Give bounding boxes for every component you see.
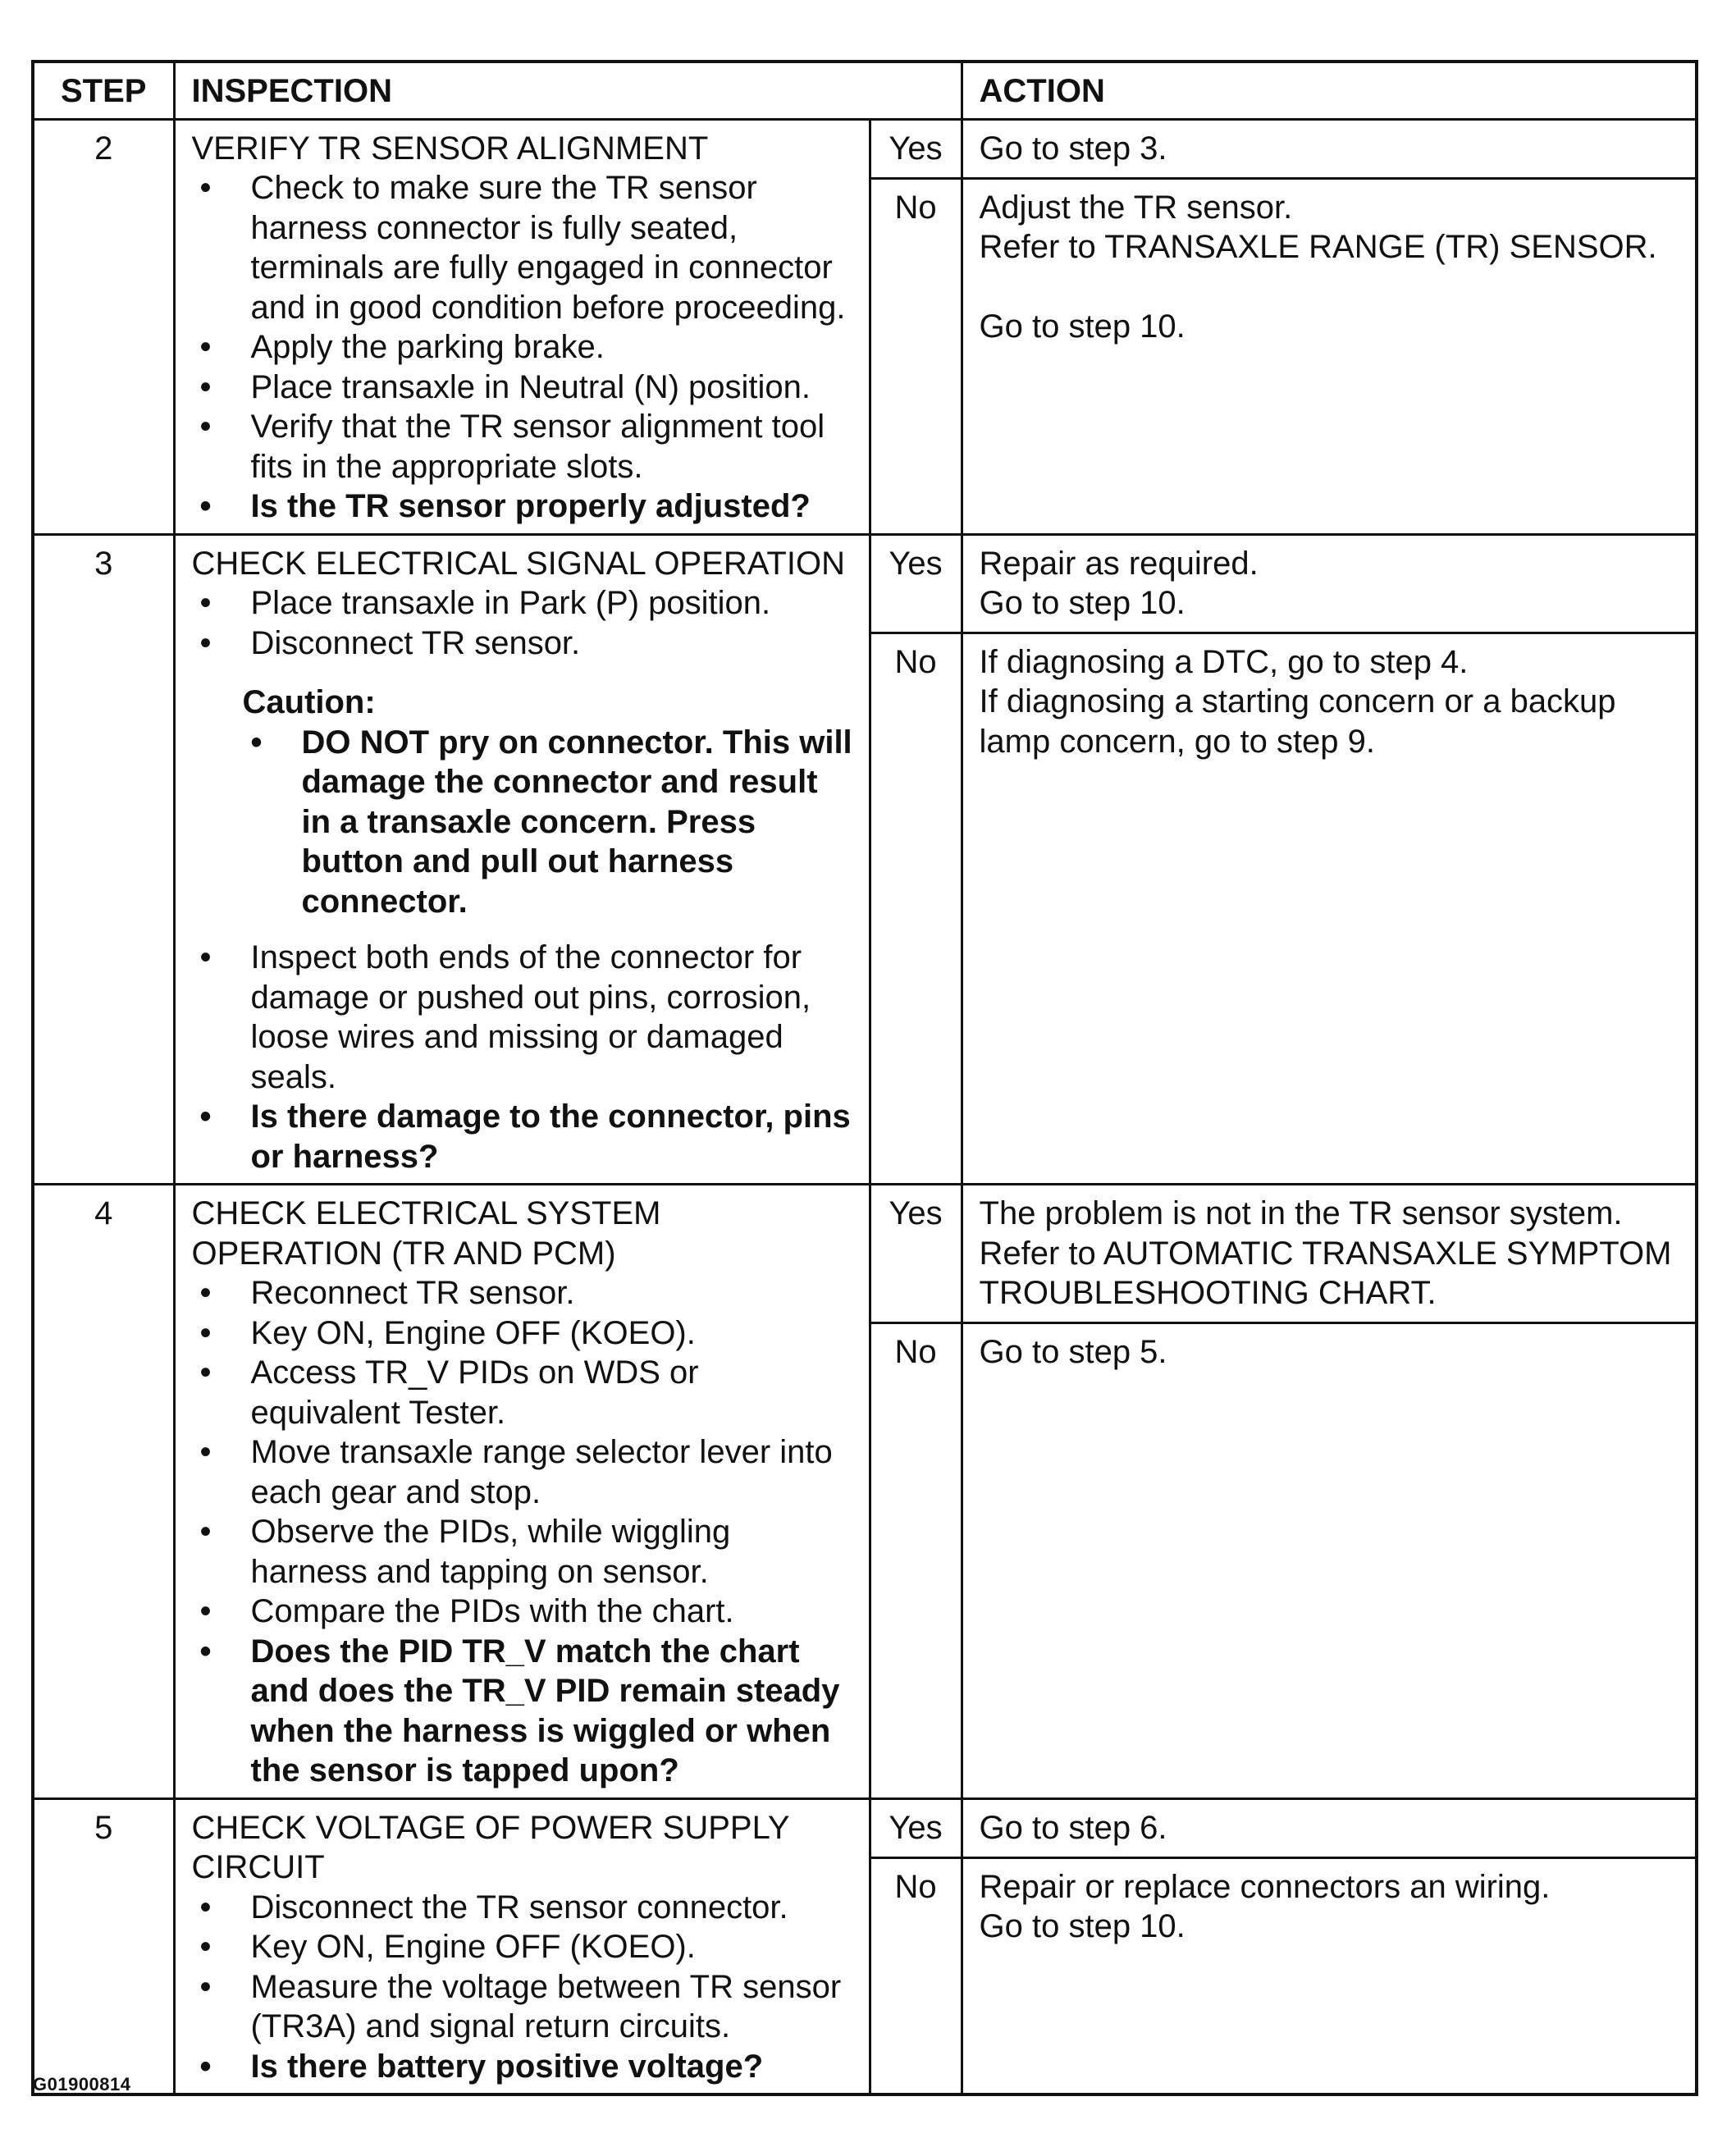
yes-label: Yes bbox=[870, 119, 962, 178]
action-header: ACTION bbox=[962, 62, 1697, 119]
inspection-list bbox=[192, 583, 856, 663]
action-line: Go to step 10. bbox=[979, 308, 1186, 345]
list-item: • Disconnect TR sensor. bbox=[192, 624, 856, 664]
list-item: • Check to make sure the TR sensor harness connector is fully seated, terminals are fully engaged in connector and in good condition before proceeding. bbox=[192, 168, 856, 327]
diagnostic-table bbox=[31, 60, 1698, 2096]
step-5-yes-row bbox=[33, 1798, 1697, 1857]
list-item: • Measure the voltage between TR sensor (TR3A) and signal return circuits. bbox=[192, 1967, 856, 2047]
step-4-yes-row bbox=[33, 1185, 1697, 1323]
step-inspection bbox=[174, 534, 870, 1185]
action-line: If diagnosing a starting concern or a backup lamp concern, go to step 9. bbox=[979, 683, 1616, 760]
inspection-question: • Is there battery positive voltage? bbox=[192, 2047, 856, 2087]
list-item: • Key ON, Engine OFF (KOEO). bbox=[192, 1927, 856, 1967]
no-label: No bbox=[870, 633, 962, 1185]
action-line: Go to step 10. bbox=[979, 585, 1186, 621]
yes-label: Yes bbox=[870, 1798, 962, 1857]
action-line: If diagnosing a DTC, go to step 4. bbox=[979, 643, 1469, 680]
list-item: • Place transaxle in Neutral (N) position. bbox=[192, 368, 856, 408]
caution-label: Caution: bbox=[242, 684, 376, 720]
yes-action bbox=[962, 1798, 1697, 1857]
list-item: • Move transaxle range selector lever into each gear and stop. bbox=[192, 1432, 856, 1512]
inspection-question: • Is the TR sensor properly adjusted? bbox=[192, 486, 856, 527]
step-2-yes-row bbox=[33, 119, 1697, 178]
caution-item: • DO NOT pry on connector. This will damage the connector and result in a transaxle concern. Press button and pull out harness connector. bbox=[243, 723, 856, 922]
caution-list bbox=[243, 723, 856, 922]
yes-label: Yes bbox=[870, 534, 962, 633]
inspection-header: INSPECTION bbox=[174, 62, 962, 119]
step-3-yes-row bbox=[33, 534, 1697, 633]
step-number: 2 bbox=[33, 119, 174, 534]
yes-action bbox=[962, 534, 1697, 633]
action-line: Repair or replace connectors an wiring. bbox=[979, 1868, 1551, 1905]
caution-block bbox=[192, 683, 856, 921]
inspection-list bbox=[192, 1888, 856, 2087]
action-line: Refer to AUTOMATIC TRANSAXLE SYMPTOM TROUBLESHOOTING CHART. bbox=[979, 1235, 1672, 1311]
list-item: • Compare the PIDs with the chart. bbox=[192, 1592, 856, 1632]
step-number: 5 bbox=[33, 1798, 174, 2094]
no-label: No bbox=[870, 178, 962, 534]
yes-action bbox=[962, 1185, 1697, 1323]
inspection-list bbox=[192, 938, 856, 1176]
inspection-question: • Is there damage to the connector, pins or harness? bbox=[192, 1097, 856, 1176]
no-label: No bbox=[870, 1322, 962, 1798]
list-item: • Reconnect TR sensor. bbox=[192, 1273, 856, 1313]
figure-code: G01900814 bbox=[33, 2074, 131, 2094]
step-title: VERIFY TR SENSOR ALIGNMENT bbox=[191, 130, 709, 167]
list-item: • Disconnect the TR sensor connector. bbox=[192, 1888, 856, 1928]
action-line: Go to step 3. bbox=[979, 130, 1167, 167]
inspection-question: • Does the PID TR_V match the chart and does the TR_V PID remain steady when the harness is wiggled or when the sensor is tapped upon? bbox=[192, 1632, 856, 1791]
step-inspection bbox=[174, 1185, 870, 1799]
step-number: 4 bbox=[33, 1185, 174, 1799]
step-number: 3 bbox=[33, 534, 174, 1185]
no-action bbox=[962, 1857, 1697, 2094]
inspection-list bbox=[192, 168, 856, 527]
step-header: STEP bbox=[33, 62, 174, 119]
list-item: • Key ON, Engine OFF (KOEO). bbox=[192, 1313, 856, 1354]
action-line: Go to step 6. bbox=[979, 1809, 1167, 1846]
list-item: • Place transaxle in Park (P) position. bbox=[192, 583, 856, 624]
action-line: The problem is not in the TR sensor system. bbox=[979, 1195, 1623, 1231]
yes-action bbox=[962, 119, 1697, 178]
inspection-list bbox=[192, 1273, 856, 1791]
yes-label: Yes bbox=[870, 1185, 962, 1323]
list-item: • Verify that the TR sensor alignment tool fits in the appropriate slots. bbox=[192, 407, 856, 486]
list-item: • Access TR_V PIDs on WDS or equivalent Tester. bbox=[192, 1353, 856, 1432]
no-action bbox=[962, 178, 1697, 534]
step-inspection bbox=[174, 119, 870, 534]
action-line: Repair as required. bbox=[979, 545, 1259, 582]
action-line: Refer to TRANSAXLE RANGE (TR) SENSOR. bbox=[979, 229, 1657, 265]
step-title: CHECK ELECTRICAL SYSTEM OPERATION (TR AND PCM) bbox=[191, 1195, 661, 1272]
list-item: • Observe the PIDs, while wiggling harness and tapping on sensor. bbox=[192, 1512, 856, 1592]
no-action bbox=[962, 633, 1697, 1185]
no-action bbox=[962, 1322, 1697, 1798]
list-item: • Inspect both ends of the connector for damage or pushed out pins, corrosion, loose wires and missing or damaged seals. bbox=[192, 938, 856, 1097]
no-label: No bbox=[870, 1857, 962, 2094]
action-line: Go to step 5. bbox=[979, 1333, 1167, 1370]
step-title: CHECK ELECTRICAL SIGNAL OPERATION bbox=[191, 545, 845, 582]
action-line: Go to step 10. bbox=[979, 1908, 1186, 1944]
step-inspection bbox=[174, 1798, 870, 2094]
list-item: • Apply the parking brake. bbox=[192, 327, 856, 368]
step-title: CHECK VOLTAGE OF POWER SUPPLY CIRCUIT bbox=[191, 1809, 789, 1885]
header-row bbox=[33, 62, 1697, 119]
action-line: Adjust the TR sensor. bbox=[979, 189, 1293, 226]
